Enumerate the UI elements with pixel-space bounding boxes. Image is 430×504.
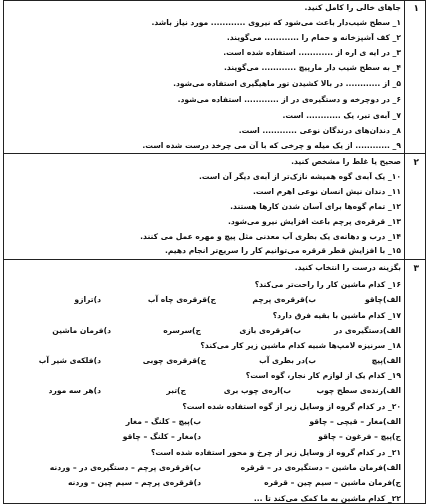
true-false-item: ۱۳_ قرقره‌ی پرچم باعث افزایش نیرو می‌شود. [228,217,401,226]
mcq-option: ب)قرقره‌ی پرچم [252,295,316,304]
mcq-option: ج)پیچ – فرغون – چاقو [318,432,401,441]
section-1-instruction: جاهای خالی را کامل کنید. [304,3,401,12]
mcq-option: ج)تبر [166,386,186,395]
true-false-item: ۱۲_ تمام گوه‌ها برای آسان شدن کارها هستند. [230,202,401,211]
mcq-option: ب)در بطری آب [259,356,316,365]
fill-blank-item: ۶_ در دوچرخه و دستگیره‌ی در از ............ استفاده می‌شود. [177,95,401,104]
mcq-option: الف)مغار – قیچی – چاقو [309,417,401,426]
section-number: ۳ [413,264,419,274]
mcq-option: ج)قرقره‌ی چاه آب [147,295,216,304]
mcq-option: الف)دستگیره‌ی در [333,326,401,335]
fill-blank-item: ۹_ ............ از یک میله و چرخی که با آن می چرخد درست شده است. [142,141,401,150]
true-false-item: ۱۱_ دندان نیش انسان نوعی اهرم است. [253,187,401,196]
mcq-question: ۱۹_ کدام یک از لوازم کار نجار، گوه است؟ [245,371,401,380]
section-number: ۱ [413,4,419,14]
mcq-question: ۱۶_ کدام ماشین کار را راحت‌تر می‌کند؟ [254,280,401,289]
mcq-question: ۱۸_ سرنیزه لامپ‌ها شبیه کدام ماشین زیر کار می‌کند؟ [200,341,401,350]
section-2-instruction: صحیح یا غلط را مشخص کنید. [291,157,401,166]
question-number-column [404,1,425,503]
fill-blank-item: ۴_ به سطح شیب دار مارپیچ ............ می‌گویند. [224,63,401,72]
fill-blank-item: ۷_ آبه‌ی تبر، یک ............ است. [282,111,401,120]
mcq-option: د)ترازو [74,295,101,304]
mcq-question: ۲۰_ در کدام گروه از وسایل زیر از گوه استفاده شده است؟ [182,402,401,411]
mcq-option: د)قرقره‌ی پرچم – سیم چین – وردنه [67,478,201,487]
mcq-option: الف)رنده‌ی سطح چوب [316,386,401,395]
mcq-question: ۱۷_ کدام ماشین با بقیه فرق دارد؟ [272,311,401,320]
worksheet-content [8,1,401,503]
mcq-option: ب)قرقره‌ی بازی [239,326,301,335]
fill-blank-item: ۳_ در ایه ی اره از ............ استفاده شده است. [223,48,401,57]
section-number: ۲ [413,158,419,168]
mcq-option: الف)فرمان ماشین – دستگیره‌ی در – قرقره [240,463,401,472]
mcq-option: د)فرمان ماشین [52,326,111,335]
mcq-options [8,432,401,442]
mcq-option: ج)سرسره [163,326,201,335]
mcq-options [8,295,401,305]
fill-blank-item: ۱_ سطح شیب‌دار باعث می‌شود که نیروی ............ مورد نیاز باشد. [151,18,401,27]
mcq-question: ۲۱_ در کدام گروه از وسایل زیر از چرخ و محور استفاده شده است؟ [150,448,401,457]
mcq-option: ج)قرقره‌ی چوبی [142,356,206,365]
fill-blank-item: ۵_ از ............ در بالا کشیدن تور ماهیگیری استفاده می‌شود. [173,79,401,88]
mcq-options [8,417,401,427]
mcq-option: ب)پیچ – کلنگ – مغار [125,417,201,426]
mcq-options [8,326,401,336]
mcq-option: ج)فرمان ماشین – سیم چین – قرقره [264,478,401,487]
true-false-item: ۱۵_ با افزایش قطر قرقره می‌توانیم کار را سریع‌تر انجام دهیم. [164,246,401,255]
fill-blank-item: ۲_ کف آشپزخانه و حمام را ............ می‌گویند. [226,33,401,42]
mcq-option: د)فلکه‌ی شیر آب [38,356,101,365]
mcq-option: ب)قرقره‌ی پرچم – دستگیره‌ی در – وردنه [49,463,201,472]
mcq-options [8,356,401,366]
mcq-option: الف)چاقو [364,295,401,304]
mcq-option: د)مغار – کلنگ – چاقو [122,432,201,441]
true-false-item: ۱۴_ درب و دهانه‌ی یک بطری آب معدنی مثل پیچ و مهره عمل می کنند. [140,232,401,241]
mcq-options [8,463,401,473]
fill-blank-item: ۸_ دندان‌های درندگان نوعی ............ است. [238,126,401,135]
true-false-item: ۱۰_ یک آبه‌ی گوه همیشه نازک‌تر از آبه‌ی دیگر آن است. [199,172,401,181]
mcq-option: ب)اره‌ی چوب بری [223,386,291,395]
mcq-options [8,478,401,488]
mcq-option: الف)پیچ [371,356,401,365]
mcq-question: ۲۲_ کدام ماشین به ما کمک می‌کند تا ... [253,494,401,503]
section-3-instruction: بگزینه درست را انتخاب کنید. [294,263,401,272]
mcq-options [8,386,401,396]
mcq-option: د)هر سه مورد [48,386,101,395]
worksheet [3,0,426,504]
